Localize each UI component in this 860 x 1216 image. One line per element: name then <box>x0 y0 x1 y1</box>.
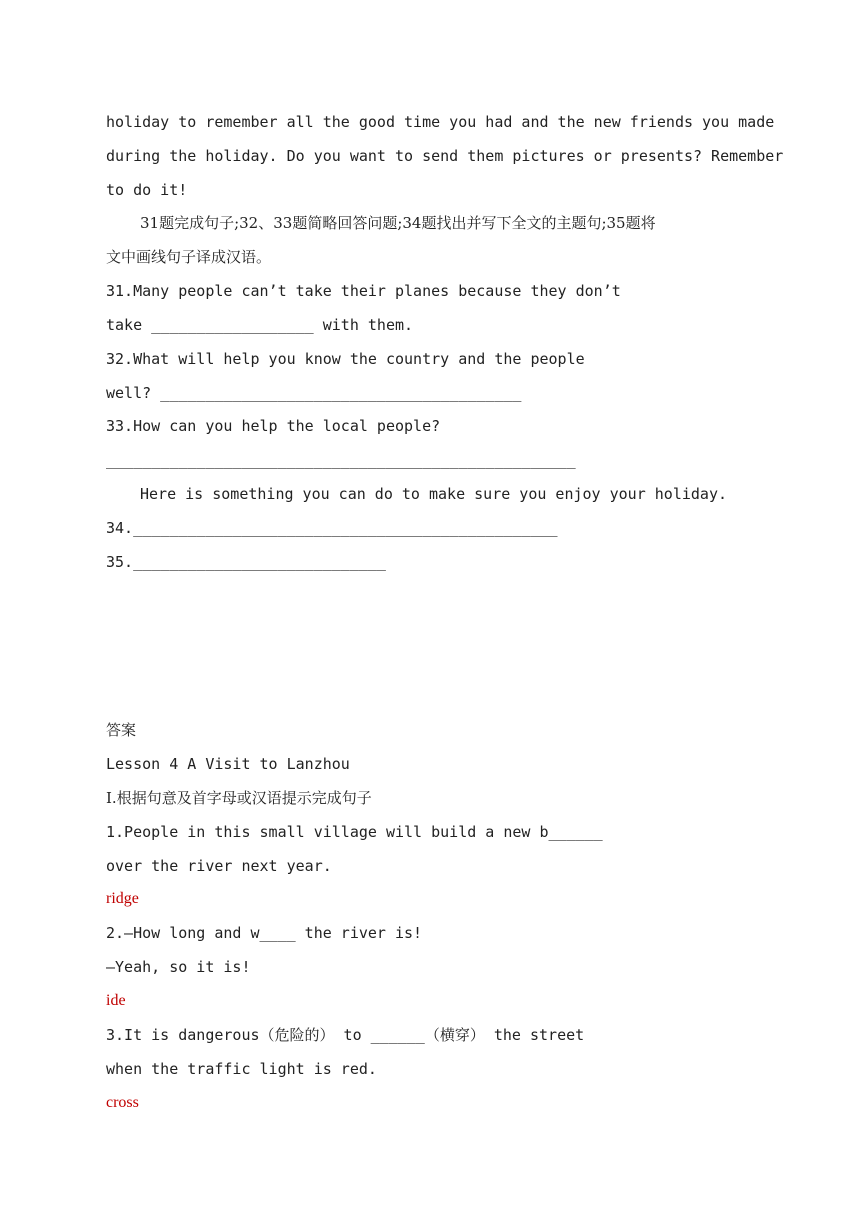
question-35-blank: 35.____________________________ <box>106 553 386 571</box>
passage-line: during the holiday. Do you want to send them pictures or presents? Remember <box>106 147 784 165</box>
part-title: Ⅰ.根据句意及首字母或汉语提示完成句子 <box>106 789 372 807</box>
question-33-line-1: 33.How can you help the local people? <box>106 417 441 435</box>
answer-item-2-line-1: 2.—How long and w____ the river is! <box>106 924 423 942</box>
question-32-line-1: 32.What will help you know the country and the people <box>106 350 585 368</box>
question-34-intro: Here is something you can do to make sure you enjoy your holiday. <box>140 485 727 503</box>
question-31-line-2: take __________________ with them. <box>106 316 414 334</box>
lesson-title: Lesson 4 A Visit to Lanzhou <box>106 755 350 773</box>
answer-item-3-line-2: when the traffic light is red. <box>106 1060 377 1078</box>
answer-item-1-line-1: 1.People in this small village will build a new b______ <box>106 823 603 841</box>
answer-item-2-key: ide <box>106 992 126 1009</box>
answer-item-1-key: ridge <box>106 890 139 907</box>
question-32-line-2: well? ________________________________________ <box>106 384 522 402</box>
answer-item-1-line-2: over the river next year. <box>106 857 332 875</box>
instruction-line: 31题完成句子;32、33题简略回答问题;34题找出并写下全文的主题句;35题将 <box>140 214 656 232</box>
answer-item-2-line-2: —Yeah, so it is! <box>106 958 251 976</box>
answer-item-3-line-1: 3.It is dangerous（危险的） to ______（横穿） the street <box>106 1026 585 1044</box>
question-34-blank: 34._______________________________________________ <box>106 519 558 537</box>
answer-item-3-key: cross <box>106 1094 139 1111</box>
answers-heading: 答案 <box>106 721 137 739</box>
passage-line: to do it! <box>106 181 188 199</box>
question-31-line-1: 31.Many people can’t take their planes because they don’t <box>106 282 621 300</box>
question-33-answer-blank: ____________________________________________________ <box>106 451 576 469</box>
passage-line: holiday to remember all the good time you had and the new friends you made <box>106 113 775 131</box>
instruction-line: 文中画线句子译成汉语。 <box>106 248 272 266</box>
